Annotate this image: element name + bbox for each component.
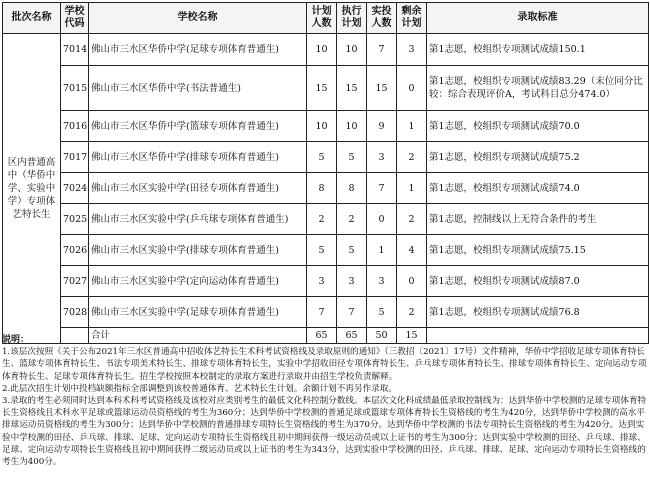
table-row	[3, 173, 649, 204]
exec-count: 10	[337, 34, 367, 66]
header-row	[3, 3, 649, 34]
admission-standard: 第1志愿，校组织专项测试成绩75.2	[427, 142, 649, 173]
total-plan: 65	[307, 328, 337, 344]
exec-count: 3	[337, 266, 367, 297]
admission-standard: 第1志愿，校组织专项测试成绩75.15	[427, 235, 649, 266]
exec-count: 2	[337, 204, 367, 235]
remain-count: 1	[397, 111, 427, 142]
header-school-name: 学校名称	[89, 3, 307, 34]
school-name: 佛山市三水区实验中学(足球专项体育普通生)	[89, 297, 307, 328]
remain-count: 0	[397, 266, 427, 297]
actual-count: 3	[367, 142, 397, 173]
notes-heading: 说明：	[2, 335, 30, 345]
total-label: 合计	[89, 328, 307, 344]
notes-section	[2, 334, 648, 468]
note-item-1: 1.该层次按照《关于公布2021年三水区普通高中招收体艺特长生术科考试资格线及录取原则的通知》（三教招〔2021〕17号）文件精神，华侨中学招收足球专项体育特长生、篮球专项体育特长生、书法专项美术特长生、排球专项体育特长生，实验中学招收田径专项体育特长生、乒乓球专项体育特长生、排球专项体育特长生、定向运动专项体育特长生、足球专项体育特长生。招生学校按照本校制定的录取方案进行录取并由招生学校负责解释。	[2, 347, 647, 382]
header-code: 学校代码	[61, 3, 89, 34]
admission-table	[2, 2, 649, 344]
actual-count: 7	[367, 34, 397, 66]
table-row	[3, 111, 649, 142]
header-actual: 实投人数	[367, 3, 397, 34]
total-exec: 65	[337, 328, 367, 344]
actual-count: 0	[367, 204, 397, 235]
admission-standard: 第1志愿，校组织专项测试成绩76.8	[427, 297, 649, 328]
school-name: 佛山市三水区华侨中学(书法普通生)	[89, 66, 307, 111]
exec-count: 10	[337, 111, 367, 142]
school-code: 7028	[61, 297, 89, 328]
admission-standard: 第1志愿，校组织专项测试成绩87.0	[427, 266, 649, 297]
header-batch: 批次名称	[3, 3, 61, 34]
school-code: 7016	[61, 111, 89, 142]
plan-count: 10	[307, 34, 337, 66]
table-row	[3, 266, 649, 297]
remain-count: 2	[397, 142, 427, 173]
remain-count: 1	[397, 173, 427, 204]
admission-standard: 第1志愿，校组织专项测试成绩74.0	[427, 173, 649, 204]
plan-count: 8	[307, 173, 337, 204]
school-code: 7017	[61, 142, 89, 173]
remain-count: 2	[397, 297, 427, 328]
admission-standard: 第1志愿，校组织专项测试成绩70.0	[427, 111, 649, 142]
school-code: 7025	[61, 204, 89, 235]
admission-standard: 第1志愿，控制线以上无符合条件的考生	[427, 204, 649, 235]
school-name: 佛山市三水区华侨中学(足球专项体育普通生)	[89, 34, 307, 66]
exec-count: 8	[337, 173, 367, 204]
admission-standard: 第1志愿，校组织专项测试成绩83.29（末位同分比较：综合表现评价A，考试科目总分474.0）	[427, 66, 649, 111]
school-code: 7026	[61, 235, 89, 266]
remain-count: 2	[397, 204, 427, 235]
header-standard: 录取标准	[427, 3, 649, 34]
note-item-2: 2.此层次招生计划中投档缺额指标全部调整到该校普通体育、艺术特长生计划。余额计划不再另作录取。	[2, 383, 397, 394]
plan-count: 5	[307, 235, 337, 266]
plan-count: 10	[307, 111, 337, 142]
total-remain: 15	[397, 328, 427, 344]
exec-count: 7	[337, 297, 367, 328]
admission-standard: 第1志愿，校组织专项测试成绩150.1	[427, 34, 649, 66]
header-plan: 计划人数	[307, 3, 337, 34]
exec-count: 5	[337, 142, 367, 173]
actual-count: 7	[367, 173, 397, 204]
header-exec: 执行计划	[337, 3, 367, 34]
school-name: 佛山市三水区实验中学(田径专项体育普通生)	[89, 173, 307, 204]
school-name: 佛山市三水区实验中学(定向运动体育普通生)	[89, 266, 307, 297]
actual-count: 1	[367, 235, 397, 266]
header-remain: 剩余计划	[397, 3, 427, 34]
plan-count: 7	[307, 297, 337, 328]
school-name: 佛山市三水区实验中学(乒乓球专项体育普通生)	[89, 204, 307, 235]
plan-count: 5	[307, 142, 337, 173]
plan-count: 15	[307, 66, 337, 111]
table-row	[3, 235, 649, 266]
exec-count: 15	[337, 66, 367, 111]
plan-count: 2	[307, 204, 337, 235]
school-code: 7014	[61, 34, 89, 66]
remain-count: 4	[397, 235, 427, 266]
school-name: 佛山市三水区华侨中学(篮球专项体育普通生)	[89, 111, 307, 142]
school-code: 7027	[61, 266, 89, 297]
batch-name-cell: 区内普通高中（华侨中学、实验中学）专项体艺特长生	[3, 34, 61, 344]
school-code: 7024	[61, 173, 89, 204]
table-row	[3, 204, 649, 235]
table-row	[3, 142, 649, 173]
remain-count: 3	[397, 34, 427, 66]
remain-count: 0	[397, 66, 427, 111]
plan-count: 3	[307, 266, 337, 297]
actual-count: 5	[367, 297, 397, 328]
table-row	[3, 297, 649, 328]
table-row	[3, 34, 649, 66]
actual-count: 15	[367, 66, 397, 111]
school-code: 7015	[61, 66, 89, 111]
actual-count: 9	[367, 111, 397, 142]
actual-count: 3	[367, 266, 397, 297]
exec-count: 5	[337, 235, 367, 266]
table-row	[3, 66, 649, 111]
school-name: 佛山市三水区实验中学(排球专项体育普通生)	[89, 235, 307, 266]
note-item-3: 3.录取的考生必须同时达到本科术科考试资格线及该校对应类别考生的最低文化科控制分数线。本层次文化科成绩最低录取控制线为：达到华侨中学校测的足球专项体育特长生资格线且术科水平足球或篮球运动员资格线的考生为360分；达到华侨中学校测的普通足球或篮球专项体育特长生资格线的考生为420分，达到华侨中学校测的高水平排球运动员资格线的考生为300分；达到华侨中学校测的普通排球专项特长生资格线的考生为370分。达到华侨中学校测的书法专项特长生资格线的考生为420分。达到实验中学校测的田径、乒乓球、排球、足球、定向运动专项特长生资格线且初中期间获得一级运动员或以上证书的考生为300分；达到实验中学校测的田径、乒乓球、排球、足球、定向运动专项特长生资格线且初中期间获得二级运动员或以上证书的考生为343分，达到实验中学校测的田径、乒乓球、排球、足球、定向运动专项特长生资格线的考生为400分。	[2, 396, 647, 468]
school-name: 佛山市三水区华侨中学(排球专项体育普通生)	[89, 142, 307, 173]
total-actual: 50	[367, 328, 397, 344]
